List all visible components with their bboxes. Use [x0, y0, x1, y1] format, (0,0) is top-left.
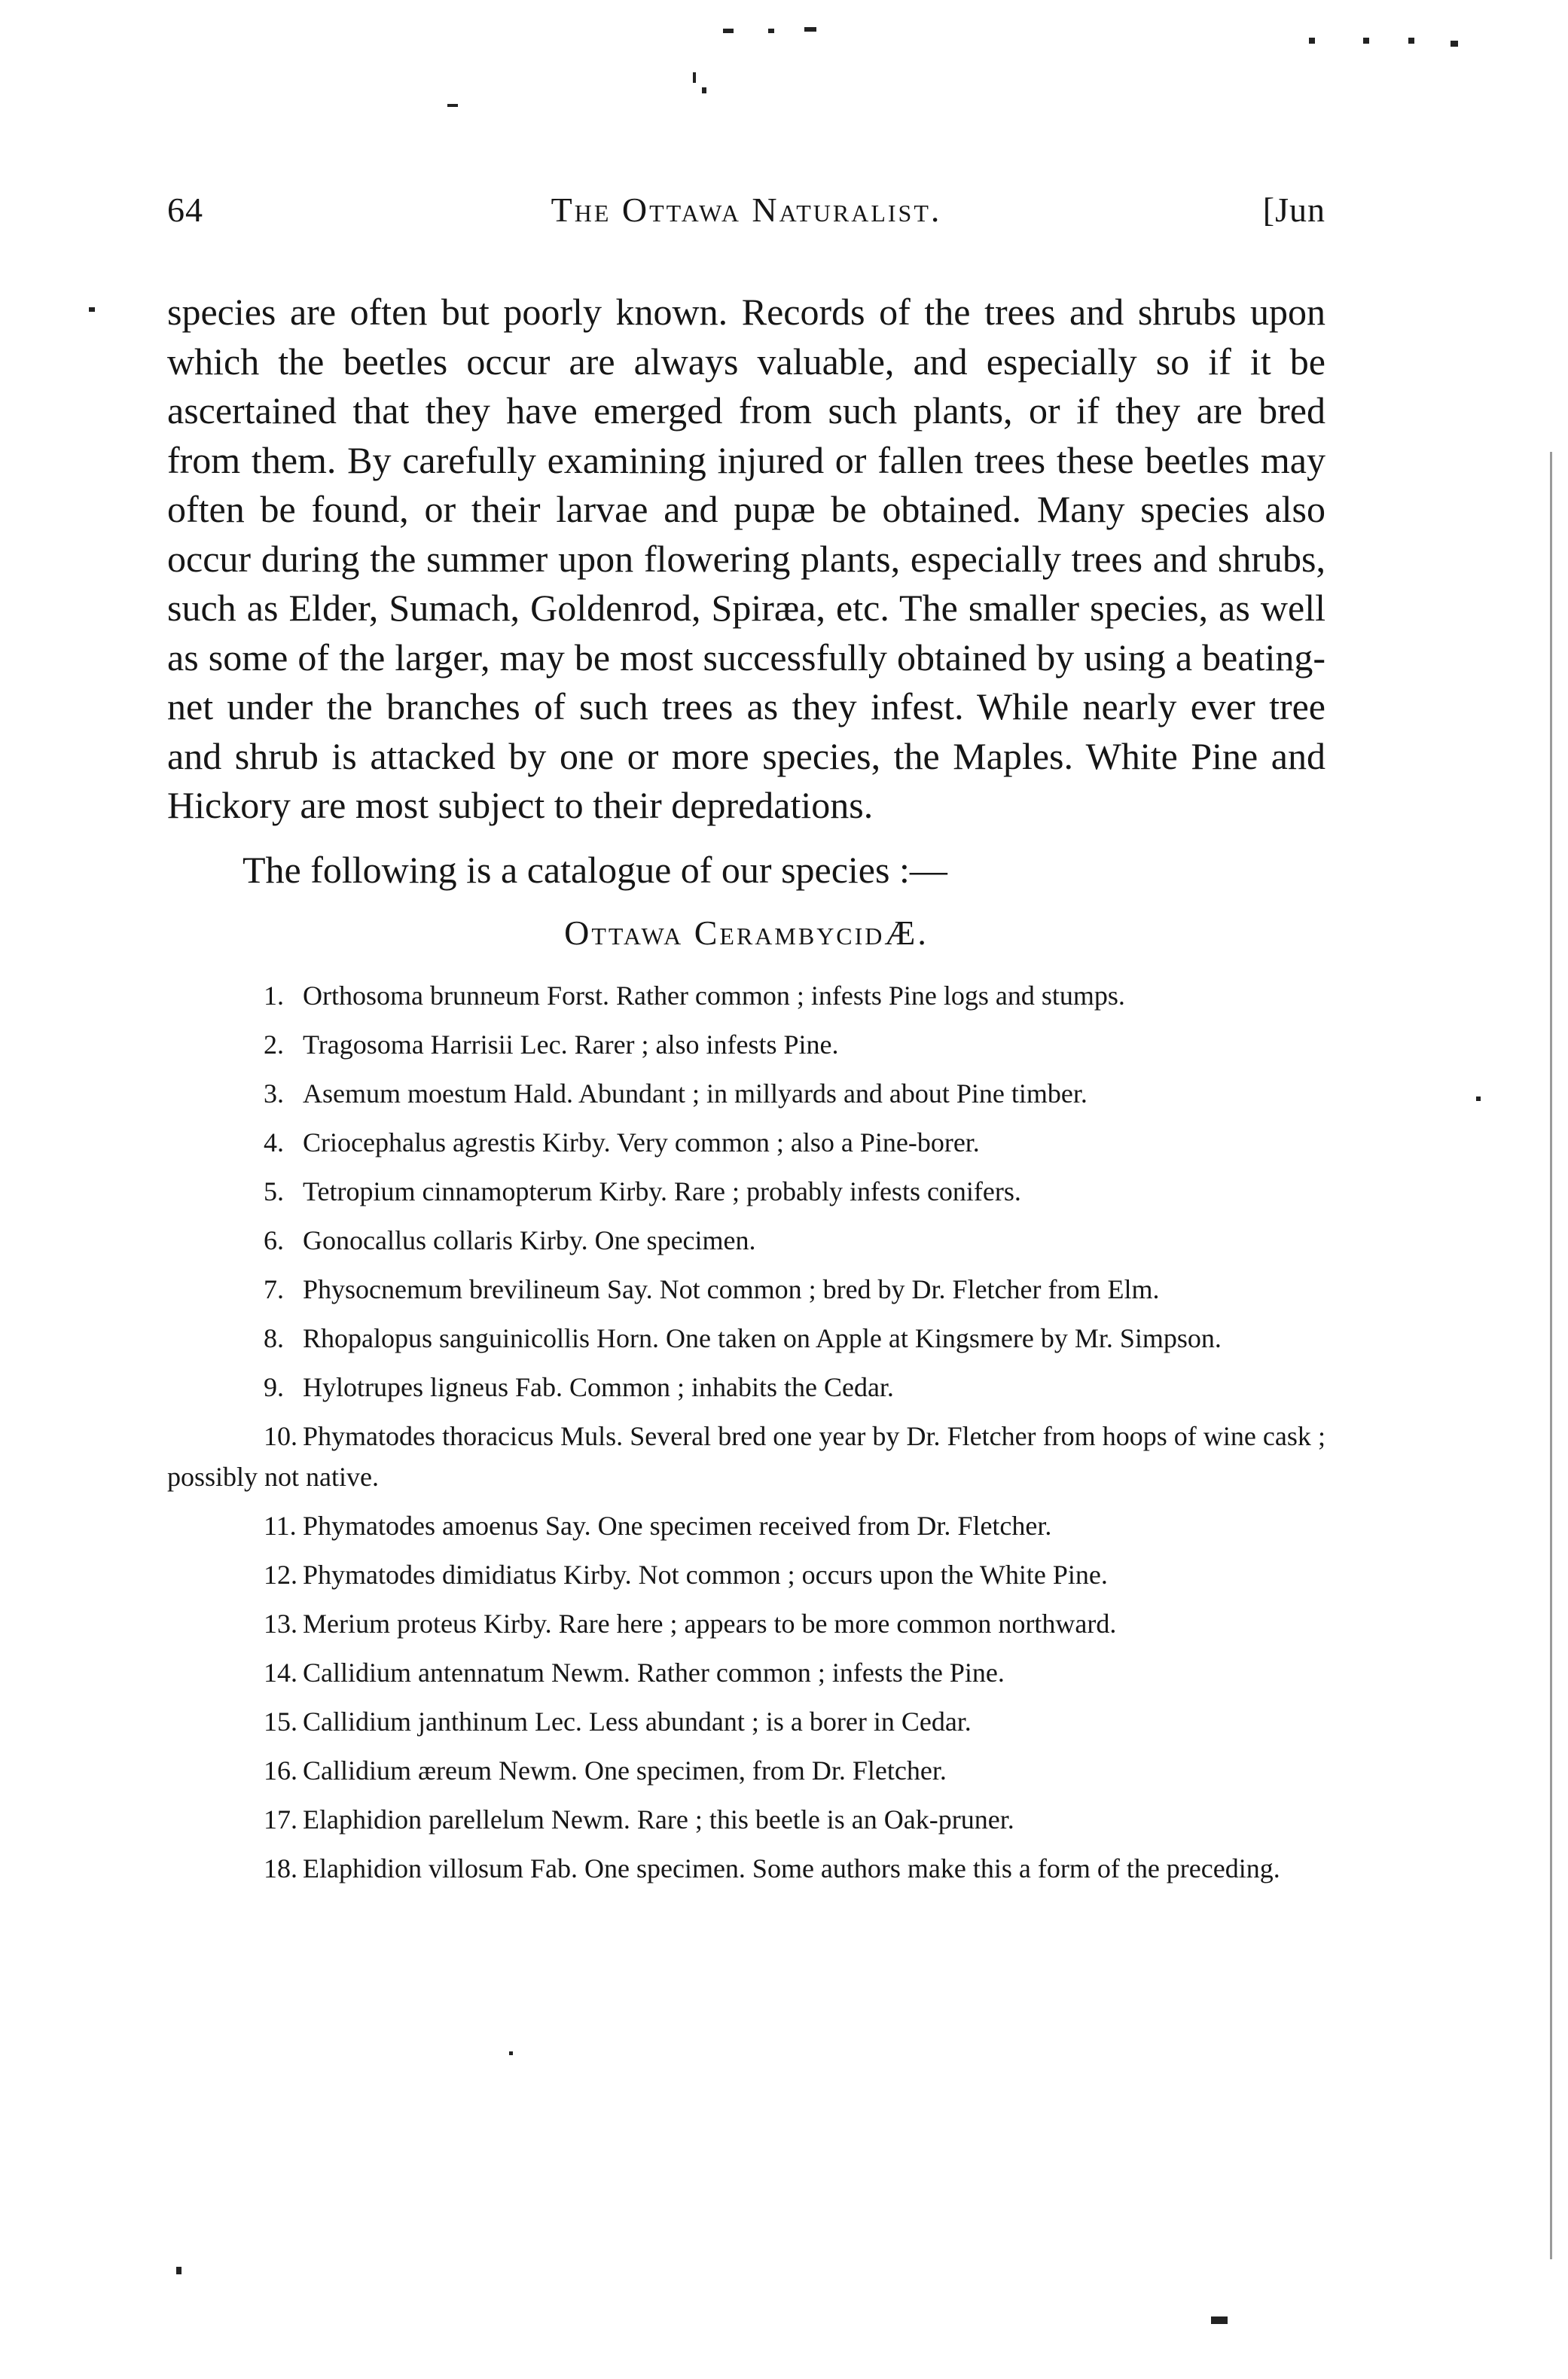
- entry-text: Tragosoma Harrisii Lec. Rarer ; also infests Pine.: [303, 1029, 839, 1060]
- scan-speck: [1451, 41, 1458, 47]
- entry-text: Asemum moestum Hald. Abundant ; in millyards and about Pine timber.: [303, 1078, 1088, 1109]
- scan-speck: [768, 29, 774, 33]
- entry-text: Phymatodes thoracicus Muls. Several bred one year by Dr. Fletcher from hoops of wine cask ; possibly not native.: [167, 1420, 1325, 1492]
- scan-speck: [1363, 38, 1369, 44]
- entry-text: Tetropium cinnamopterum Kirby. Rare ; probably infests conifers.: [303, 1176, 1021, 1206]
- entry-text: Phymatodes amoenus Say. One specimen received from Dr. Fletcher.: [303, 1510, 1052, 1541]
- scan-speck: [1211, 2316, 1228, 2324]
- species-catalogue: [167, 975, 1325, 1889]
- running-header: [167, 190, 1325, 242]
- catalogue-entry: [167, 1318, 1325, 1359]
- catalogue-entry: [167, 1750, 1325, 1791]
- entry-number: 11.: [264, 1510, 297, 1541]
- entry-number: 14.: [264, 1657, 297, 1688]
- scan-speck: [509, 2051, 513, 2055]
- catalogue-entry: [167, 1122, 1325, 1163]
- catalogue-entry: [167, 1416, 1325, 1497]
- entry-number: 3.: [264, 1078, 284, 1109]
- scan-speck: [723, 29, 734, 33]
- scan-speck: [447, 104, 458, 107]
- catalogue-entry: [167, 1603, 1325, 1644]
- entry-text: Rhopalopus sanguinicollis Horn. One taken on Apple at Kingsmere by Mr. Simpson.: [303, 1322, 1222, 1353]
- catalogue-entry: [167, 1073, 1325, 1114]
- entry-number: 16.: [264, 1755, 297, 1786]
- catalogue-entry: [167, 1269, 1325, 1310]
- entry-number: 2.: [264, 1029, 284, 1060]
- entry-number: 8.: [264, 1322, 284, 1353]
- entry-number: 15.: [264, 1706, 297, 1737]
- entry-text: Orthosoma brunneum Forst. Rather common ; infests Pine logs and stumps.: [303, 980, 1125, 1011]
- journal-title: The Ottawa Naturalist.: [551, 191, 942, 229]
- catalogue-entry: [167, 1171, 1325, 1212]
- entry-number: 10.: [264, 1420, 297, 1451]
- entry-number: 5.: [264, 1176, 284, 1206]
- entry-number: 1.: [264, 980, 284, 1011]
- entry-text: Elaphidion parellelum Newm. Rare ; this beetle is an Oak-pruner.: [303, 1804, 1014, 1835]
- catalogue-entry: [167, 1652, 1325, 1693]
- entry-text: Callidium antennatum Newm. Rather common ; infests the Pine.: [303, 1657, 1005, 1688]
- scan-speck: [1408, 38, 1414, 44]
- catalogue-entry: [167, 1554, 1325, 1595]
- body-paragraph-block: [167, 288, 1325, 831]
- entry-text: Callidium æreum Newm. One specimen, from Dr. Fletcher.: [303, 1755, 947, 1786]
- entry-text: Physocnemum brevilineum Say. Not common ; bred by Dr. Fletcher from Elm.: [303, 1273, 1160, 1304]
- catalogue-entry: [167, 975, 1325, 1016]
- entry-number: 12.: [264, 1559, 297, 1590]
- page-number: 64: [167, 191, 203, 229]
- entry-number: 4.: [264, 1127, 284, 1157]
- scan-speck: [1476, 1096, 1481, 1101]
- scan-speck: [176, 2267, 182, 2274]
- issue-month: [Jun: [1262, 191, 1325, 229]
- scan-speck: [693, 72, 696, 83]
- entry-text: Merium proteus Kirby. Rare here ; appears to be more common northward.: [303, 1608, 1117, 1639]
- entry-number: 6.: [264, 1225, 284, 1255]
- catalogue-entry: [167, 1799, 1325, 1840]
- entry-number: 9.: [264, 1371, 284, 1402]
- scan-speck: [1309, 38, 1315, 44]
- entry-text: Criocephalus agrestis Kirby. Very common ; also a Pine-borer.: [303, 1127, 980, 1157]
- catalogue-entry: [167, 1701, 1325, 1742]
- entry-number: 18.: [264, 1853, 297, 1883]
- catalogue-entry: [167, 1024, 1325, 1065]
- catalogue-entry: [167, 1505, 1325, 1546]
- body-paragraph: species are often but poorly known. Records of the trees and shrubs upon which the beetles occur are always valuable, and especially so if it be ascertained that they have emerged from such plants, or if they are bred from them. By carefully examining injured or fallen trees these beetles may often be found, or their larvae and pupæ be obtained. Many species also occur during the summer upon flowering plants, especially trees and shrubs, such as Elder, Sumach, Goldenrod, Spiræa, etc. The smaller species, as well as some of the larger, may be most successfully obtained by using a beating-net under the branches of such trees as they infest. While nearly ever tree and shrub is attacked by one or more species, the Maples. White Pine and Hickory are most subject to their depredations.: [167, 291, 1325, 826]
- entry-text: Phymatodes dimidiatus Kirby. Not common ; occurs upon the White Pine.: [303, 1559, 1108, 1590]
- entry-number: 7.: [264, 1273, 284, 1304]
- entry-number: 13.: [264, 1608, 297, 1639]
- page: [167, 190, 1325, 1897]
- catalogue-entry: [167, 1220, 1325, 1261]
- entry-text: Hylotrupes ligneus Fab. Common ; inhabits the Cedar.: [303, 1371, 894, 1402]
- scan-edge-line: [1550, 452, 1552, 2259]
- catalogue-entry: [167, 1848, 1325, 1889]
- catalogue-intro: The following is a catalogue of our species :—: [243, 848, 947, 891]
- entry-text: Callidium janthinum Lec. Less abundant ; is a borer in Cedar.: [303, 1706, 972, 1737]
- catalogue-entry: [167, 1367, 1325, 1408]
- entry-text: Gonocallus collaris Kirby. One specimen.: [303, 1225, 756, 1255]
- scan-speck: [702, 87, 706, 93]
- entry-text: Elaphidion villosum Fab. One specimen. Some authors make this a form of the preceding.: [303, 1853, 1280, 1883]
- section-title: Ottawa CerambycidÆ.: [564, 913, 929, 952]
- scan-speck: [89, 307, 95, 312]
- scan-speck: [804, 27, 816, 32]
- entry-number: 17.: [264, 1804, 297, 1835]
